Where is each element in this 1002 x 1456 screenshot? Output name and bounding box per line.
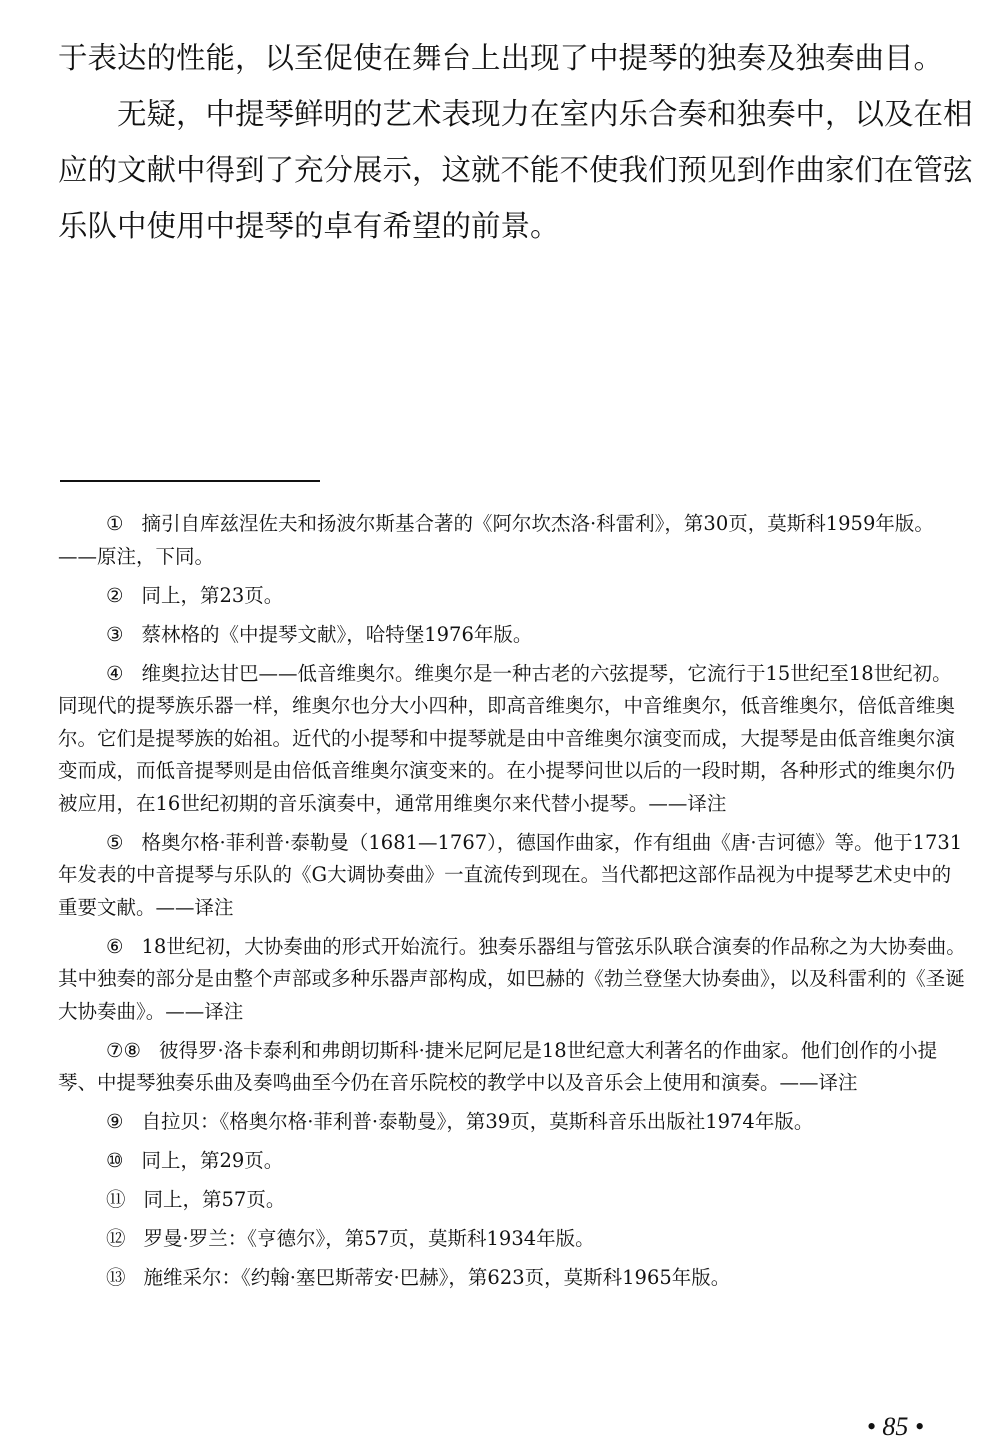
footnote bbox=[58, 1035, 970, 1100]
footnote bbox=[58, 508, 970, 573]
footnote-text: 格奥尔格·菲利普·泰勒曼（1681—1767），德国作曲家，作有组曲《唐·吉诃德》等。他于1731年发表的中音提琴与乐队的《G大调协奏曲》一直流传到现在。当代都把这部作品视为中提琴艺术史中的重要文献。——译注 bbox=[58, 830, 963, 919]
footnote-text: 罗曼·罗兰：《亨德尔》，第57页，莫斯科1934年版。 bbox=[143, 1227, 595, 1250]
footnote-marker: ⑩ bbox=[106, 1149, 124, 1172]
footnote bbox=[58, 1223, 970, 1256]
footnote-marker: ⑦⑧ bbox=[106, 1038, 141, 1062]
footnote-text: 摘引自库兹涅佐夫和扬波尔斯基合著的《阿尔坎杰洛·科雷利》，第30页，莫斯科1959年版。——原注，下同。 bbox=[58, 512, 934, 568]
footnote bbox=[58, 619, 970, 652]
footnote bbox=[58, 931, 970, 1029]
footnote-separator bbox=[60, 480, 320, 482]
footnote-marker: ⑤ bbox=[106, 830, 124, 854]
footnote-text: 同上，第29页。 bbox=[141, 1149, 284, 1172]
footnote bbox=[58, 1262, 970, 1295]
footnote-text: 同上，第57页。 bbox=[143, 1188, 286, 1211]
footnote-marker: ⑨ bbox=[106, 1110, 124, 1133]
footnote-marker: ⑬ bbox=[106, 1266, 126, 1289]
footnote-marker: ③ bbox=[106, 622, 124, 646]
footnote-text: 维奥拉达甘巴——低音维奥尔。维奥尔是一种古老的六弦提琴，它流行于15世纪至18世纪初。同现代的提琴族乐器一样，维奥尔也分大小四种，即高音维奥尔，中音维奥尔，低音维奥尔，倍低音维奥尔。它们是提琴族的始祖。近代的小提琴和中提琴就是由中音维奥尔演变而成，大提琴是由低音维奥尔演变而成，而低音提琴则是由倍低音维奥尔演变来的。在小提琴问世以后的一段时期，各种形式的维奥尔仍被应用，在16世纪初期的音乐演奏中，通常用维奥尔来代替小提琴。——译注 bbox=[58, 661, 956, 815]
footnote bbox=[58, 1106, 970, 1139]
body-paragraph: 无疑，中提琴鲜明的艺术表现力在室内乐合奏和独奏中，以及在相应的文献中得到了充分展示，这就不能不使我们预见到作曲家们在管弦乐队中使用中提琴的卓有希望的前景。 bbox=[58, 97, 973, 243]
footnote-marker: ⑫ bbox=[106, 1227, 126, 1250]
footnote bbox=[58, 658, 970, 821]
footnote bbox=[58, 827, 970, 925]
footnote bbox=[58, 580, 970, 613]
footnote-marker: ② bbox=[106, 583, 124, 607]
footnotes bbox=[58, 508, 970, 1301]
footnote-text: 18世纪初，大协奏曲的形式开始流行。独奏乐器组与管弦乐队联合演奏的作品称之为大协奏曲。其中独奏的部分是由整个声部或多种乐器声部构成，如巴赫的《勃兰登堡大协奏曲》，以及科雷利的《圣诞大协奏曲》。——译注 bbox=[58, 934, 966, 1023]
footnote-text: 同上，第23页。 bbox=[141, 583, 284, 607]
body-paragraph: 于表达的性能，以至促使在舞台上出现了中提琴的独奏及独奏曲目。 bbox=[58, 41, 944, 75]
footnote-text: 施维采尔：《约翰·塞巴斯蒂安·巴赫》，第623页，莫斯科1965年版。 bbox=[143, 1266, 731, 1289]
body-text bbox=[58, 30, 978, 254]
page-number: • 85 • bbox=[866, 1412, 924, 1441]
footnote bbox=[58, 1145, 970, 1178]
footnote bbox=[58, 1184, 970, 1217]
footnote-marker: ① bbox=[106, 512, 124, 535]
footnote-marker: ④ bbox=[106, 661, 124, 685]
footnote-text: 自拉贝：《格奥尔格·菲利普·泰勒曼》，第39页，莫斯科音乐出版社1974年版。 bbox=[141, 1110, 814, 1133]
footnote-marker: ⑪ bbox=[106, 1188, 126, 1211]
footnote-text: 彼得罗·洛卡泰利和弗朗切斯科·捷米尼阿尼是18世纪意大利著名的作曲家。他们创作的小提琴、中提琴独奏乐曲及奏鸣曲至今仍在音乐院校的教学中以及音乐会上使用和演奏。——译注 bbox=[58, 1038, 938, 1094]
footnote-marker: ⑥ bbox=[106, 934, 124, 958]
footnote-text: 蔡林格的《中提琴文献》，哈特堡1976年版。 bbox=[141, 622, 533, 646]
